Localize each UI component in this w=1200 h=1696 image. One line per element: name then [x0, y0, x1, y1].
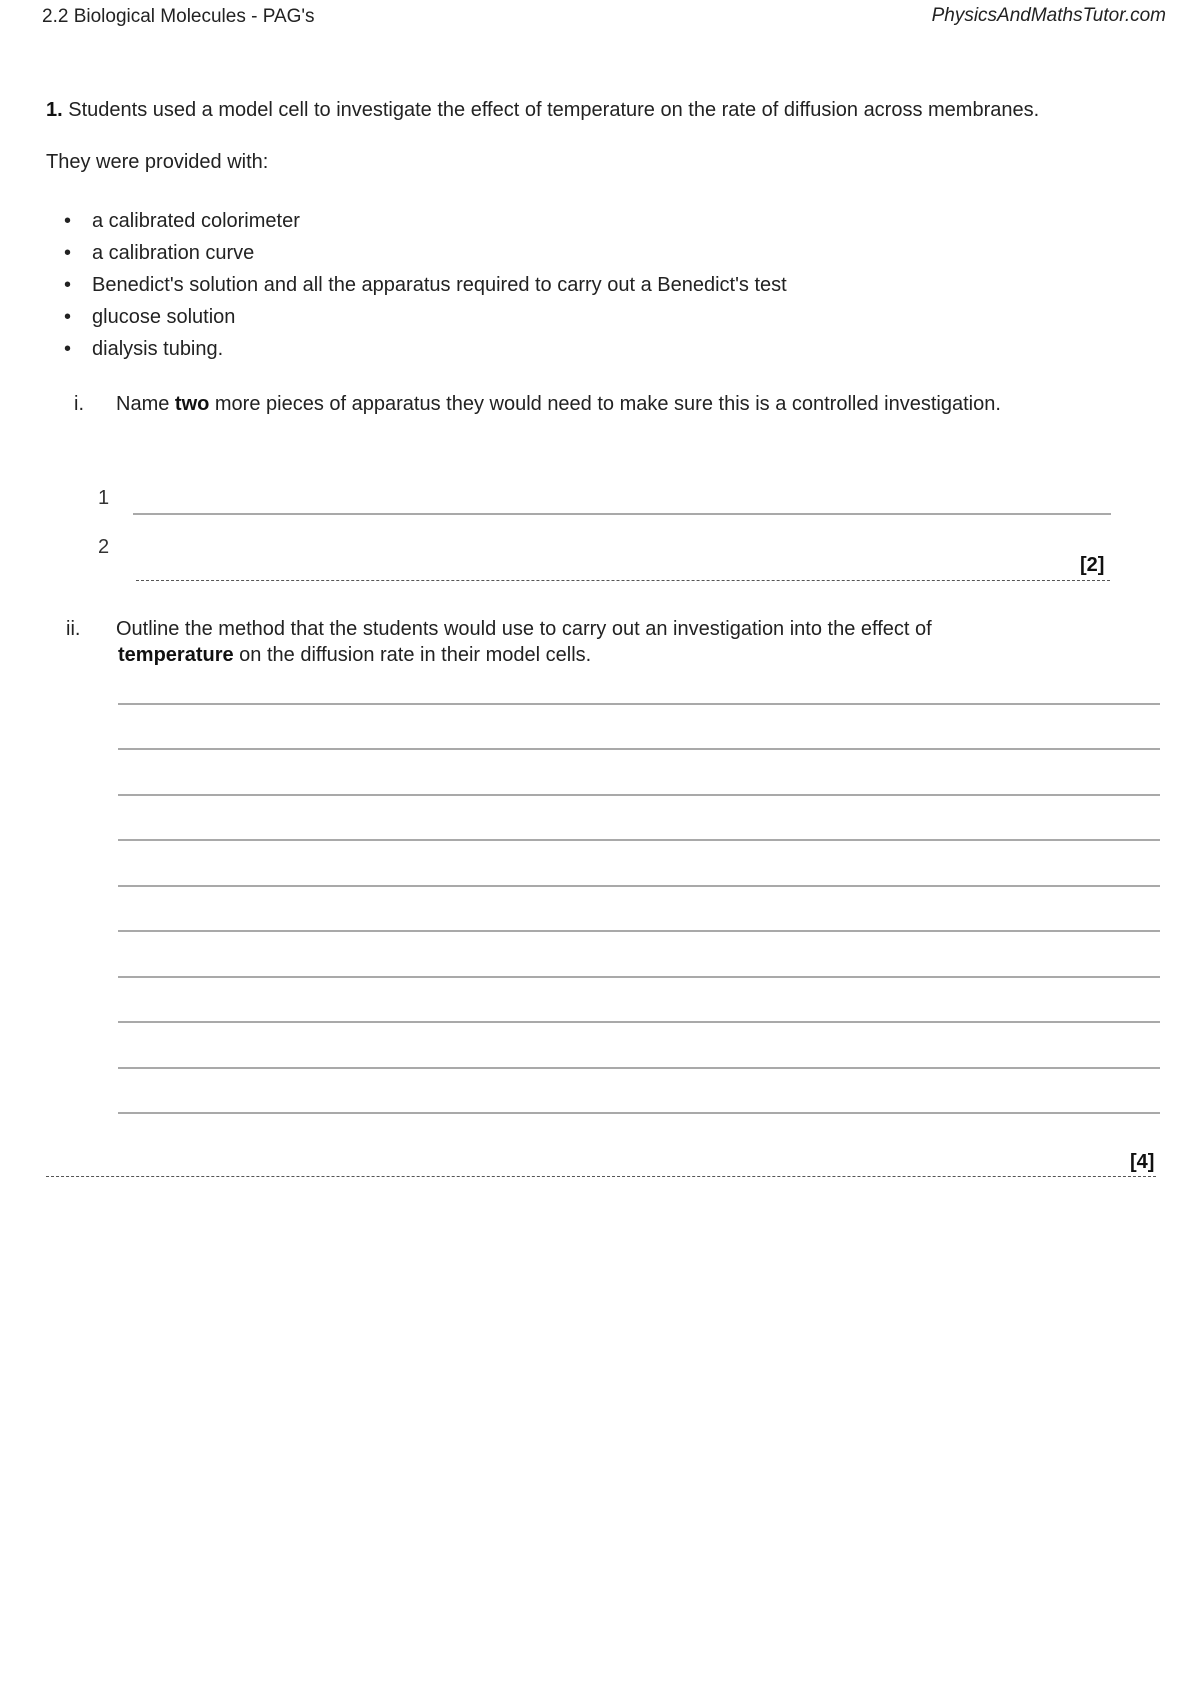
marks-part-i: [2]	[1080, 554, 1105, 576]
answer-line[interactable]	[118, 885, 1160, 887]
header-site: PhysicsAndMathsTutor.com	[931, 5, 1166, 26]
answer-line[interactable]	[118, 976, 1160, 978]
part-i-label: i.	[74, 393, 84, 415]
list-item: • a calibrated colorimeter	[64, 205, 787, 237]
answer-line[interactable]	[118, 794, 1160, 796]
answer-line-final[interactable]	[46, 1176, 1156, 1177]
provided-label: They were provided with:	[46, 151, 269, 173]
header-title: 2.2 Biological Molecules - PAG's	[42, 6, 315, 27]
answer-line[interactable]	[118, 1067, 1160, 1069]
answer-number-2: 2	[98, 536, 110, 558]
answer-line[interactable]	[118, 703, 1160, 705]
bullet-icon: •	[64, 306, 72, 328]
part-ii-question: ii. Outline the method that the students would use to carry out an investigation into the effect of temperature on the diffusion rate in their model cells.	[66, 618, 932, 666]
answer-line[interactable]	[118, 930, 1160, 932]
part-i-question: i. Name two more pieces of apparatus they would need to make sure this is a controlled investigation.	[74, 393, 1001, 415]
list-item: • glucose solution	[64, 301, 787, 333]
question-text: Students used a model cell to investigate the effect of temperature on the rate of diffusion across membranes.	[68, 99, 1040, 121]
marks-part-ii: [4]	[1130, 1151, 1155, 1173]
apparatus-list	[64, 205, 787, 365]
answer-line[interactable]	[118, 839, 1160, 841]
question-intro	[46, 99, 1039, 122]
bullet-icon: •	[64, 338, 72, 360]
answer-line[interactable]	[118, 1021, 1160, 1023]
part-ii-label: ii.	[66, 618, 81, 640]
list-item: • dialysis tubing.	[64, 333, 787, 365]
answer-line[interactable]	[118, 748, 1160, 750]
answer-line-2[interactable]	[136, 580, 1110, 581]
answer-number-1: 1	[98, 487, 110, 509]
bullet-icon: •	[64, 274, 72, 296]
question-number: 1.	[46, 99, 63, 121]
answer-line[interactable]	[118, 1112, 1160, 1114]
list-item: • a calibration curve	[64, 237, 787, 269]
emphasis-temperature: temperature	[118, 644, 234, 666]
emphasis-two: two	[174, 393, 210, 415]
list-item: • Benedict's solution and all the apparatus required to carry out a Benedict's test	[64, 269, 787, 301]
answer-line-1[interactable]	[133, 513, 1111, 515]
bullet-icon: •	[64, 242, 72, 264]
bullet-icon: •	[64, 210, 72, 232]
